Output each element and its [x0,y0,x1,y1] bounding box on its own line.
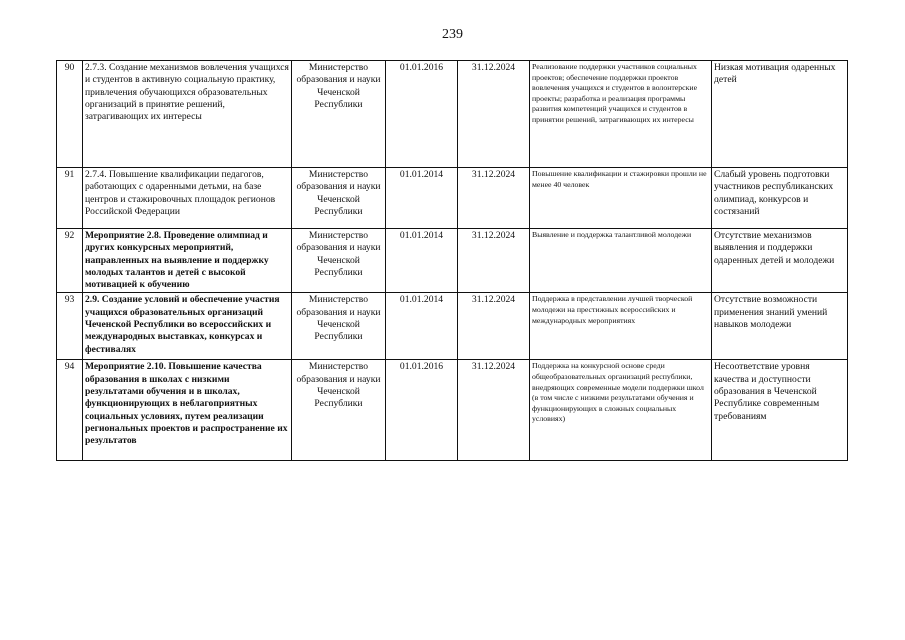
program-table [56,60,848,461]
row-number: 90 [57,61,83,168]
measure-name: 2.7.3. Создание механизмов вовлечения учащихся и студентов в активную социальную практику, привлечения обучающихся образовательных организаций в принятие решений, затрагивающих их интересы [83,61,292,168]
start-date: 01.01.2014 [386,229,458,293]
executor: Министерство образования и науки Чеченской Республики [292,360,386,461]
executor: Министерство образования и науки Чеченской Республики [292,229,386,293]
row-number: 92 [57,229,83,293]
measure-name: Мероприятие 2.8. Проведение олимпиад и других конкурсных мероприятий, направленных на выявление и поддержку молодых талантов и детей с высокой мотивацией к обучению [83,229,292,293]
executor: Министерство образования и науки Чеченской Республики [292,293,386,360]
row-number: 91 [57,168,83,229]
risk-description: Отсутствие возможности применения знаний умений навыков молодежи [712,293,848,360]
expected-result: Повышение квалификации и стажировки прошли не менее 40 человек [530,168,712,229]
risk-description: Отсутствие механизмов выявления и поддержки одаренных детей и молодежи [712,229,848,293]
risk-description: Слабый уровень подготовки участников республиканских олимпиад, конкурсов и состязаний [712,168,848,229]
risk-description: Низкая мотивация одаренных детей [712,61,848,168]
end-date: 31.12.2024 [458,229,530,293]
table-row [57,229,848,293]
row-number: 94 [57,360,83,461]
table-row [57,61,848,168]
table-row [57,360,848,461]
end-date: 31.12.2024 [458,360,530,461]
start-date: 01.01.2014 [386,293,458,360]
table-row [57,168,848,229]
end-date: 31.12.2024 [458,61,530,168]
expected-result: Поддержка на конкурсной основе среди общеобразовательных организаций республики, внедряющих современные модели поддержки школ (в том числе с низкими результатами обучения и функционирующих в сложных социальных условиях) [530,360,712,461]
page-number: 239 [442,27,463,42]
end-date: 31.12.2024 [458,168,530,229]
risk-description: Несоответствие уровня качества и доступности образования в Чеченской Республике современным требованиям [712,360,848,461]
start-date: 01.01.2016 [386,360,458,461]
executor: Министерство образования и науки Чеченской Республики [292,168,386,229]
expected-result: Реализование поддержки участников социальных проектов; обеспечение поддержки проектов вовлечения учащихся и студентов в волонтерские проекты; разработка и реализация программы развития компетенций учащихся и студентов в принятии решений, затрагивающих их интересы [530,61,712,168]
measure-name: Мероприятие 2.10. Повышение качества образования в школах с низкими результатами обучения и в школах, функционирующих в неблагоприятных социальных условиях, путем реализации региональных проектов и распространение их результатов [83,360,292,461]
expected-result: Выявление и поддержка талантливой молодежи [530,229,712,293]
table-row [57,293,848,360]
start-date: 01.01.2014 [386,168,458,229]
measure-name: 2.7.4. Повышение квалификации педагогов, работающих с одаренными детьми, на базе центров и стажировочных площадок регионов Российской Федерации [83,168,292,229]
measure-name: 2.9. Создание условий и обеспечение участия учащихся образовательных организаций Чеченской Республики во всероссийских и международных выставках, конкурсах и фестивалях [83,293,292,360]
executor: Министерство образования и науки Чеченской Республики [292,61,386,168]
row-number: 93 [57,293,83,360]
start-date: 01.01.2016 [386,61,458,168]
end-date: 31.12.2024 [458,293,530,360]
expected-result: Поддержка в представлении лучшей творческой молодежи на престижных всероссийских и международных мероприятиях [530,293,712,360]
